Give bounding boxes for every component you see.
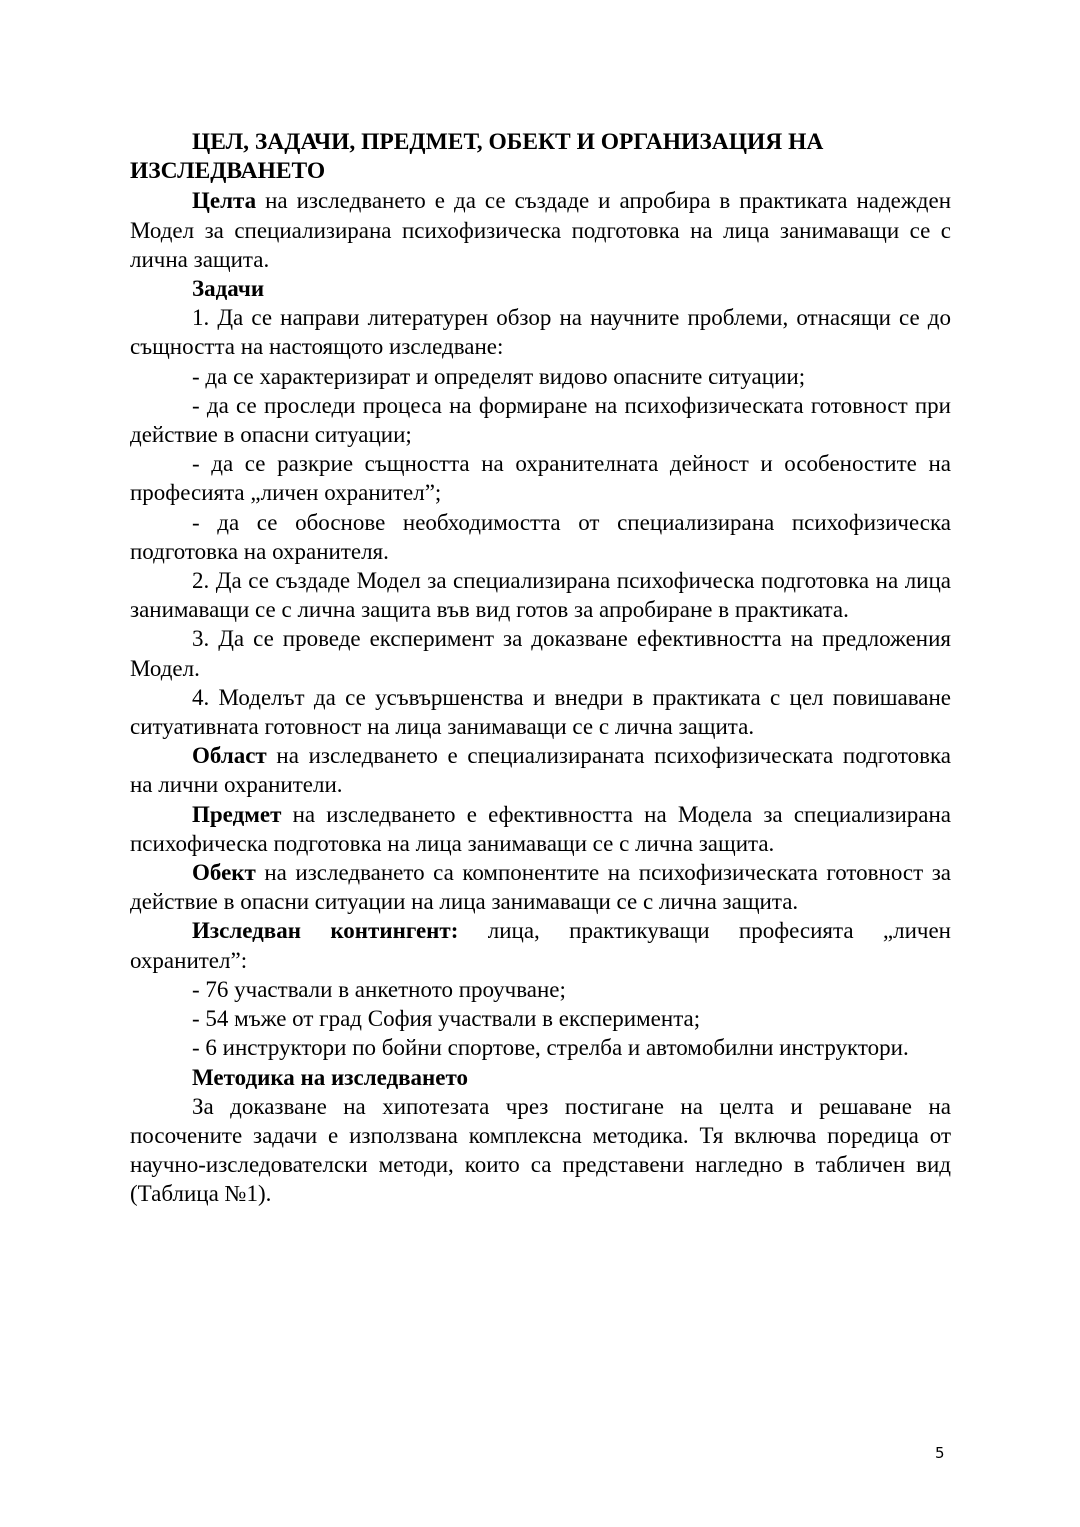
contingent-item-3: - 6 инструктори по бойни спортове, стрелба и автомобилни инструктори. — [192, 1035, 909, 1061]
area-text: на изследването е специализираната психофизическата подготовка на лични охранители. — [130, 743, 951, 798]
document-body — [130, 128, 951, 1209]
task-1-sub-4: - да се обоснове необходимостта от специализирана психофизическа подготовка на охранителя. — [130, 509, 951, 564]
contingent-item-2: - 54 мъже от град София участвали в експеримента; — [192, 1006, 701, 1032]
methodology-heading — [130, 1063, 951, 1092]
contingent-item-1: - 76 участвали в анкетното проучване; — [192, 976, 566, 1002]
contingent-paragraph — [130, 916, 951, 974]
page-number: 5 — [935, 1444, 945, 1462]
subject-text: на изследването е ефективността на Модела за специализирана психофическа подготовка на лица занимаващи се с лична защита. — [130, 801, 951, 856]
goal-term: Целта — [192, 188, 257, 214]
object-text: на изследването са компонентите на психофизическата готовност за действие в опасни ситуации на лица занимаващи се с лична защита. — [130, 860, 951, 915]
object-term: Обект — [192, 860, 256, 886]
task-1: 1. Да се направи литературен обзор на научните проблеми, отнасящи се до същността на настоящото изследване: — [130, 305, 951, 360]
task-2: 2. Да се създаде Модел за специализирана психофическа подготовка на лица занимаващи се с лична защита във вид готов за апробиране в практиката. — [130, 568, 951, 623]
task-1-sub-1: - да се характеризират и определят видово опасните ситуации; — [192, 363, 806, 389]
task-1-sub-3: - да се разкрие същността на охранителната дейност и особеностите на професията „личен охранител”; — [130, 451, 951, 506]
task-3: 3. Да се проведе експеримент за доказване ефективността на предложения Модел. — [130, 626, 951, 681]
goal-text: на изследването е да се създаде и апробира в практиката надежден Модел за специализирана психофизическа подготовка на лица занимаващи се с лична защита. — [130, 188, 951, 272]
task-4: 4. Моделът да се усъвършенства и внедри в практиката с цел повишаване ситуативната готовност на лица занимаващи се с лична защита. — [130, 684, 951, 740]
methodology-heading-text: Методика на изследването — [192, 1064, 469, 1090]
area-paragraph — [130, 741, 951, 799]
tasks-heading — [130, 274, 951, 303]
tasks-heading-text: Задачи — [192, 276, 265, 302]
contingent-text: лица, практикуващи професията „личен охранител”: — [130, 918, 951, 973]
subject-paragraph — [130, 800, 951, 858]
task-1-sub-2: - да се проследи процеса на формиране на психофизическата готовност при действие в опасни ситуации; — [130, 392, 951, 448]
area-term: Област — [192, 743, 267, 769]
goal-paragraph — [130, 186, 951, 274]
subject-term: Предмет — [192, 801, 282, 827]
methodology-paragraph: За доказване на хипотезата чрез постигане на целта и решаване на посочените задачи е използвана комплексна методика. Тя включва поредица от научно-изследователски методи, които са представени нагледно в табличен вид (Таблица №1). — [130, 1093, 951, 1207]
object-paragraph — [130, 858, 951, 916]
contingent-term: Изследван контингент: — [192, 918, 459, 944]
section-heading: ЦЕЛ, ЗАДАЧИ, ПРЕДМЕТ, ОБЕКТ И ОРГАНИЗАЦИЯ НА ИЗСЛЕДВАНЕТО — [130, 129, 824, 185]
